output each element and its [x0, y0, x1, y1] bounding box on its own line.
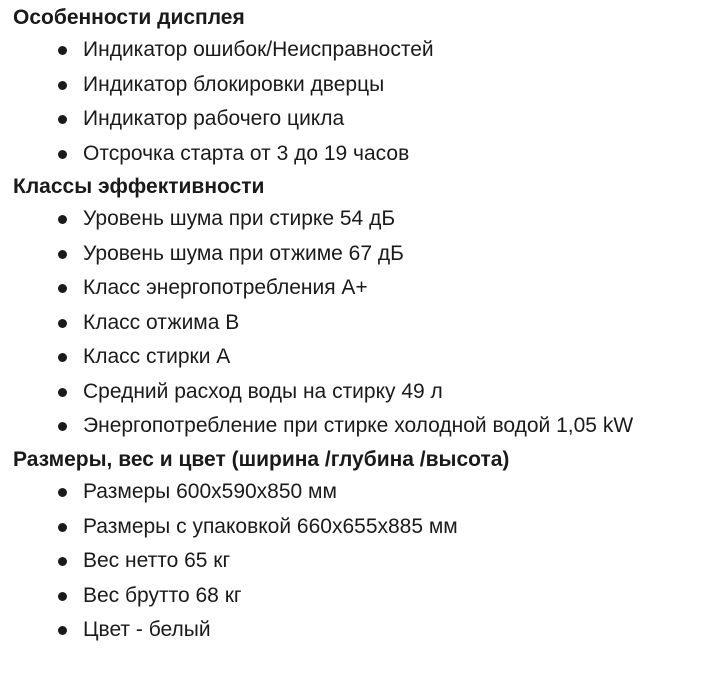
list-item-text: Цвет - белый — [83, 618, 211, 641]
section-heading: Размеры, вес и цвет (ширина /глубина /высота) — [13, 448, 510, 471]
list-item — [0, 237, 710, 272]
list-item-text: Индикатор ошибок/Неисправностей — [83, 38, 434, 61]
bullet-icon — [58, 81, 67, 90]
list-item-text: Индикатор рабочего цикла — [83, 107, 345, 130]
bullet-icon — [58, 422, 67, 431]
spec-list — [0, 33, 710, 171]
bullet-icon — [58, 626, 67, 635]
bullet-icon — [58, 115, 67, 124]
list-item — [0, 137, 710, 172]
bullet-icon — [58, 353, 67, 362]
list-item — [0, 409, 710, 444]
list-item — [0, 510, 710, 545]
bullet-icon — [58, 523, 67, 532]
bullet-icon — [58, 215, 67, 224]
list-item-text: Класс отжима B — [83, 310, 240, 334]
bullet-icon — [58, 250, 67, 259]
bullet-icon — [58, 557, 67, 566]
bullet-icon — [58, 46, 67, 55]
list-item — [0, 306, 710, 341]
list-item-text: Класс энергопотребления A+ — [83, 276, 368, 299]
bullet-icon — [58, 284, 67, 293]
list-item — [0, 475, 710, 510]
section-efficiency-classes — [0, 171, 710, 444]
list-item-text: Класс стирки A — [83, 345, 231, 368]
bullet-icon — [58, 488, 67, 497]
section-heading: Особенности дисплея — [13, 6, 245, 29]
list-item-text: Размеры с упаковкой 660x655x885 мм — [83, 514, 458, 538]
spec-list — [0, 202, 710, 444]
list-item — [0, 375, 710, 410]
list-item — [0, 271, 710, 306]
spec-list — [0, 475, 710, 648]
list-item — [0, 102, 710, 137]
list-item-text: Уровень шума при отжиме 67 дБ — [83, 241, 404, 265]
list-item-text: Уровень шума при стирке 54 дБ — [83, 207, 396, 230]
bullet-icon — [58, 319, 67, 328]
list-item-text: Размеры 600x590x850 мм — [83, 480, 337, 503]
list-item — [0, 340, 710, 375]
section-display-features — [0, 2, 710, 171]
bullet-icon — [58, 150, 67, 159]
list-item-text: Индикатор блокировки дверцы — [83, 72, 385, 96]
list-item-text: Средний расход воды на стирку 49 л — [83, 379, 443, 403]
list-item — [0, 544, 710, 579]
list-item-text: Отсрочка старта от 3 до 19 часов — [83, 141, 410, 165]
list-item — [0, 202, 710, 237]
bullet-icon — [58, 388, 67, 397]
section-dimensions-weight-color — [0, 444, 710, 648]
list-item — [0, 33, 710, 68]
list-item-text: Вес нетто 65 кг — [83, 549, 231, 572]
list-item — [0, 68, 710, 103]
section-heading: Классы эффективности — [13, 175, 265, 198]
list-item-text: Энергопотребление при стирке холодной водой 1,05 kW — [83, 414, 634, 437]
list-item-text: Вес брутто 68 кг — [83, 583, 242, 607]
bullet-icon — [58, 592, 67, 601]
list-item — [0, 613, 710, 648]
list-item — [0, 579, 710, 614]
